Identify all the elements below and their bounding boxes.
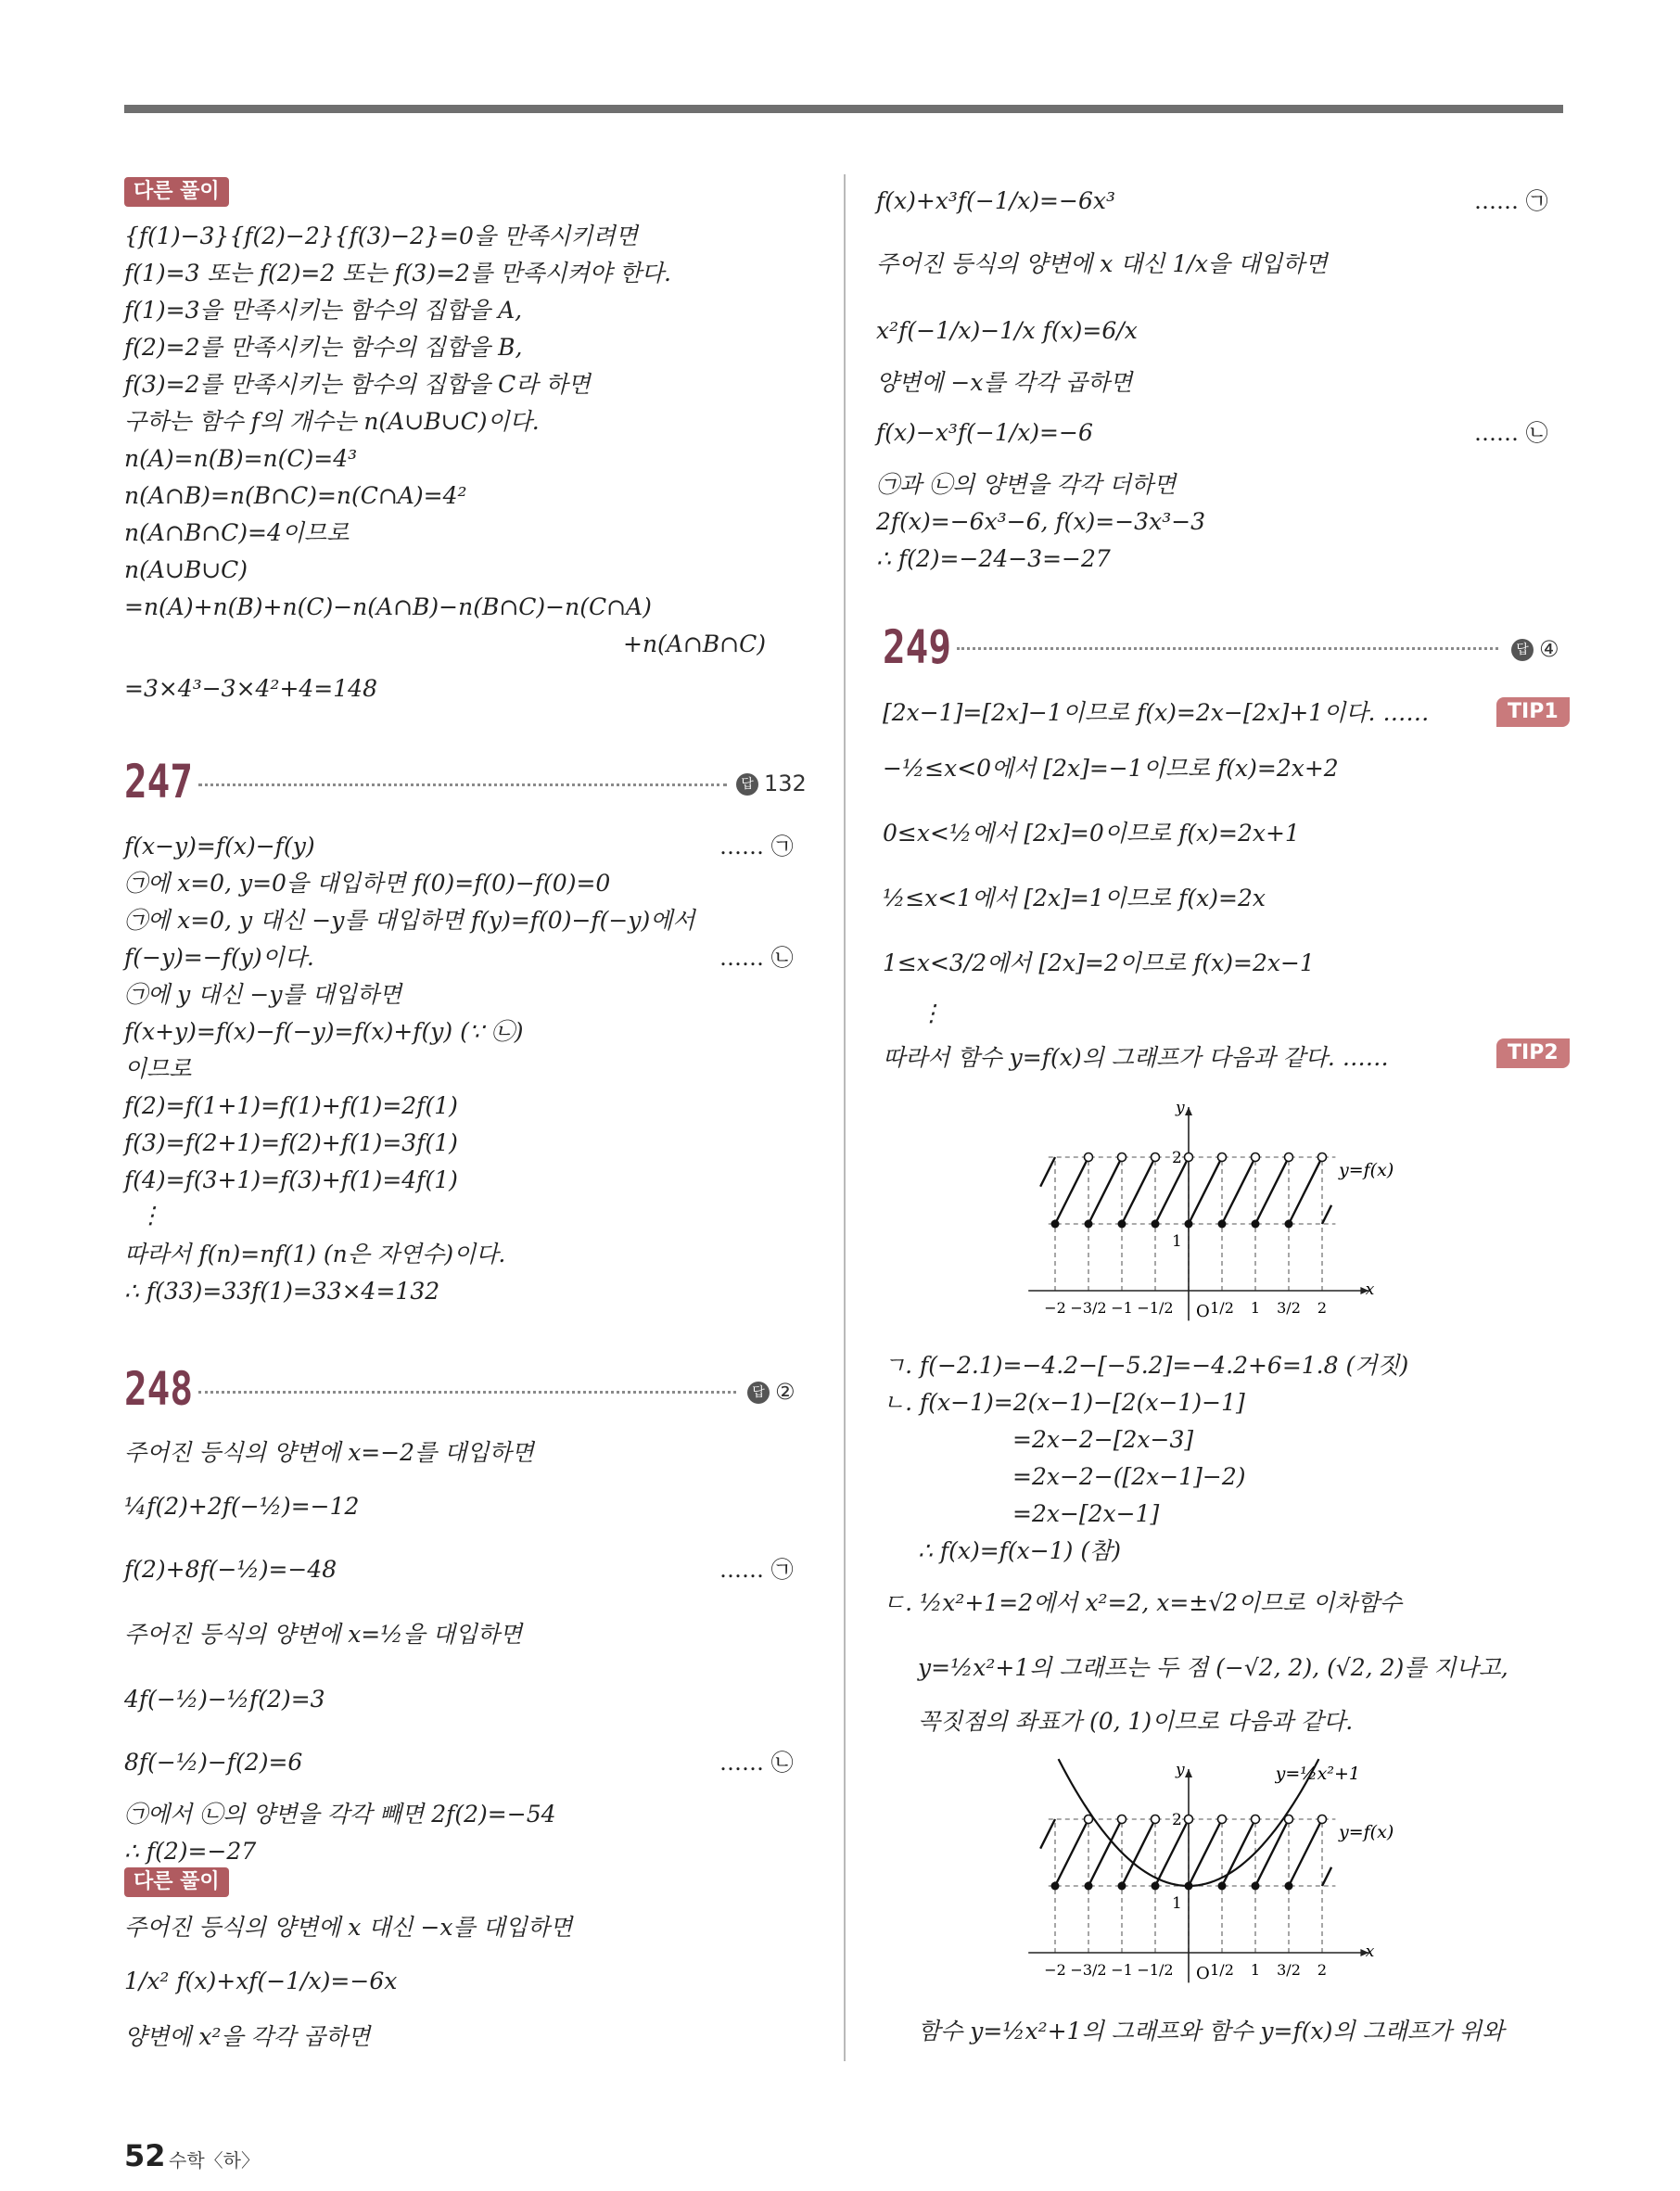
text-line: −½≤x<0에서 [2x]=−1이므로 f(x)=2x+2 (883, 755, 1339, 782)
column-divider (844, 174, 846, 2061)
closed-point (1285, 1220, 1293, 1229)
text-line: f(2)=f(1+1)=f(1)+f(1)=2f(1) (124, 1092, 458, 1119)
closed-point (1152, 1220, 1160, 1229)
open-point (1252, 1815, 1260, 1824)
answer-value: ② (775, 1379, 795, 1405)
text-line: =2x−[2x−1] (1012, 1500, 1160, 1527)
answer-badge: 답 (1511, 639, 1534, 661)
text-line: +n(A∩B∩C) (623, 631, 767, 657)
text-line: ㉠에 x=0, y=0을 대입하면 f(0)=f(0)−f(0)=0 (124, 870, 611, 897)
equation-mark: …… ㉡ (1474, 420, 1548, 446)
y-axis-arrow (1185, 1107, 1192, 1115)
text-line: 2f(x)=−6x³−6, f(x)=−3x³−3 (876, 508, 1206, 535)
text-line: {f(1)−3}{f(2)−2}{f(3)−2}=0을 만족시키려면 (124, 223, 638, 249)
leader-dots (198, 783, 727, 786)
graph-segment (1088, 1819, 1122, 1886)
text-line: [2x−1]=[2x]−1이므로 f(x)=2x−[2x]+1이다. …… (883, 699, 1430, 726)
closed-point (1285, 1882, 1293, 1891)
x-tick-label: 1/2 (1210, 1961, 1234, 1979)
text-line: n(A∩B)=n(B∩C)=n(C∩A)=4² (124, 482, 467, 509)
top-rule (124, 105, 1563, 113)
open-point (1218, 1815, 1227, 1824)
graph-segment (1122, 1157, 1155, 1224)
open-point (1185, 1153, 1193, 1162)
text-line: ∴ f(x)=f(x−1) (참) (918, 1537, 1121, 1564)
text-line: ⋮ (920, 1000, 943, 1026)
graph-segment (1040, 1819, 1055, 1849)
text-line: =n(A)+n(B)+n(C)−n(A∩B)−n(B∩C)−n(C∩A) (124, 593, 652, 620)
x-tick-label: −1 (1111, 1299, 1133, 1317)
graph-segment (1040, 1157, 1055, 1187)
text-line: x²f(−1/x)−1/x f(x)=6/x (876, 317, 1138, 344)
text-line: ㉠에 x=0, y 대신 −y를 대입하면 f(y)=f(0)−f(−y)에서 (124, 907, 695, 934)
x-tick-label: −1/2 (1137, 1961, 1174, 1979)
x-tick-label: −1/2 (1137, 1299, 1174, 1317)
text-line: =2x−2−[2x−3] (1012, 1426, 1194, 1453)
open-point (1118, 1153, 1126, 1162)
answer-value: 132 (764, 771, 807, 796)
text-line: 주어진 등식의 양변에 x 대신 1/x을 대입하면 (876, 250, 1328, 277)
closed-point (1252, 1882, 1260, 1891)
graph-segment (1222, 1157, 1255, 1224)
text-line: 따라서 f(n)=nf(1) (n은 자연수)이다. (124, 1241, 506, 1267)
text-line: 4f(−½)−½f(2)=3 (124, 1686, 325, 1713)
alt-solution-tag: 다른 풀이 (124, 1867, 229, 1897)
x-tick-label: 3/2 (1277, 1299, 1301, 1317)
x-tick-label: −3/2 (1070, 1961, 1107, 1979)
closed-point (1185, 1220, 1193, 1229)
equation-mark: …… ㉡ (719, 945, 794, 971)
closed-point (1218, 1220, 1227, 1229)
text-line: f(4)=f(3+1)=f(3)+f(1)=4f(1) (124, 1166, 458, 1193)
answer-value: ④ (1539, 636, 1559, 662)
text-line: n(A∪B∪C) (124, 556, 248, 583)
text-line: f(−y)=−f(y)이다. (124, 944, 314, 971)
graph-segment (1088, 1157, 1122, 1224)
text-line: ㄷ. ½x²+1=2에서 x²=2, x=±√2이므로 이차함수 (883, 1589, 1403, 1616)
text-line: ½≤x<1에서 [2x]=1이므로 f(x)=2x (883, 885, 1266, 911)
answer (1511, 635, 1559, 663)
graph-segment (1255, 1157, 1289, 1224)
x-tick-label: −2 (1044, 1299, 1066, 1317)
page-number: 52 (124, 2138, 166, 2173)
tip1-badge: TIP1 (1496, 697, 1570, 727)
closed-point (1085, 1882, 1093, 1891)
x-tick-label: 2 (1317, 1299, 1328, 1317)
graph-label: y=f(x) (1339, 1160, 1394, 1181)
closed-point (1085, 1220, 1093, 1229)
text-line: ∴ f(33)=33f(1)=33×4=132 (124, 1278, 440, 1305)
answer (747, 1378, 795, 1406)
x-tick-label: −2 (1044, 1961, 1066, 1979)
x-tick-label: 2 (1317, 1961, 1328, 1979)
answer-badge: 답 (747, 1382, 770, 1404)
graph-segment (1189, 1157, 1222, 1224)
problem-number: 247 (124, 755, 194, 809)
closed-point (1118, 1882, 1126, 1891)
tick-label: 2 (1172, 1811, 1182, 1829)
tip2-badge: TIP2 (1496, 1038, 1570, 1068)
open-point (1252, 1153, 1260, 1162)
text-line: ∴ f(2)=−27 (124, 1838, 257, 1865)
open-point (1118, 1815, 1126, 1824)
text-line: f(3)=f(2+1)=f(2)+f(1)=3f(1) (124, 1129, 458, 1156)
y-axis-arrow (1185, 1769, 1192, 1777)
origin-label: O (1196, 1302, 1210, 1321)
book-title: 수학〈하〉 (169, 2149, 260, 2172)
origin-label: O (1196, 1964, 1210, 1983)
graph-label: y=f(x) (1339, 1822, 1394, 1843)
problem-number: 248 (124, 1362, 194, 1416)
leader-dots (198, 1391, 736, 1394)
graph-segment (1189, 1819, 1222, 1886)
text-line: 1≤x<3/2에서 [2x]=2이므로 f(x)=2x−1 (883, 949, 1315, 976)
text-line: f(3)=2를 만족시키는 함수의 집합을 C라 하면 (124, 371, 591, 398)
equation-mark: …… ㉠ (719, 834, 794, 860)
x-tick-label: −1 (1111, 1961, 1133, 1979)
graph-segment (1289, 1157, 1322, 1224)
answer-badge: 답 (736, 773, 758, 796)
open-point (1318, 1815, 1327, 1824)
text-line: ㄱ. f(−2.1)=−4.2−[−5.2]=−4.2+6=1.8 (거짓) (883, 1352, 1409, 1379)
graph-segment (1322, 1867, 1331, 1886)
text-line: f(1)=3을 만족시키는 함수의 집합을 A, (124, 297, 523, 324)
y-axis-label: y (1176, 1099, 1185, 1118)
equation-mark: …… ㉠ (719, 1557, 794, 1583)
text-line: n(A)=n(B)=n(C)=4³ (124, 445, 358, 472)
text-line: ∴ f(2)=−24−3=−27 (876, 545, 1111, 572)
tick-label: 1 (1172, 1894, 1182, 1913)
open-point (1285, 1153, 1293, 1162)
text-line: f(x−y)=f(x)−f(y) (124, 833, 315, 860)
leader-dots (957, 647, 1498, 650)
text-line: f(2)=2를 만족시키는 함수의 집합을 B, (124, 334, 523, 361)
text-line: f(x)+x³f(−1/x)=−6x³ (876, 187, 1115, 214)
text-line: 구하는 함수 f의 개수는 n(A∪B∪C)이다. (124, 408, 540, 435)
text-line: f(x+y)=f(x)−f(−y)=f(x)+f(y) (∵ ㉡) (124, 1018, 524, 1045)
text-line: n(A∩B∩C)=4이므로 (124, 519, 350, 546)
text-line: y=½x²+1의 그래프는 두 점 (−√2, 2), (√2, 2)를 지나고, (918, 1654, 1508, 1681)
equation-mark: …… ㉡ (719, 1750, 794, 1776)
closed-point (1051, 1882, 1060, 1891)
text-line: ⋮ (139, 1202, 162, 1229)
text-line: 따라서 함수 y=f(x)의 그래프가 다음과 같다. …… (883, 1044, 1389, 1071)
text-line: ㉠에 y 대신 −y를 대입하면 (124, 981, 402, 1008)
open-point (1152, 1153, 1160, 1162)
open-point (1218, 1153, 1227, 1162)
open-point (1185, 1815, 1193, 1824)
graph-segment (1289, 1819, 1322, 1886)
text-line: 8f(−½)−f(2)=6 (124, 1749, 303, 1776)
closed-point (1118, 1220, 1126, 1229)
text-line: 주어진 등식의 양변에 x=−2를 대입하면 (124, 1439, 534, 1466)
text-line: 주어진 등식의 양변에 x=½을 대입하면 (124, 1621, 523, 1648)
closed-point (1218, 1882, 1227, 1891)
x-axis-label: x (1365, 1943, 1375, 1961)
text-line: 주어진 등식의 양변에 x 대신 −x를 대입하면 (124, 1914, 573, 1941)
x-tick-label: 1 (1250, 1961, 1261, 1979)
text-line: 이므로 (124, 1055, 192, 1082)
graph-segment (1255, 1819, 1289, 1886)
closed-point (1152, 1882, 1160, 1891)
answer (736, 770, 807, 797)
tick-label: 1 (1172, 1232, 1182, 1251)
text-line: 1/x² f(x)+xf(−1/x)=−6x (124, 1968, 398, 1994)
open-point (1152, 1815, 1160, 1824)
x-axis-label: x (1365, 1280, 1375, 1299)
text-line: 양변에 x²을 각각 곱하면 (124, 2023, 371, 2050)
sawtooth-parabola-graph (1020, 1747, 1446, 1997)
graph-segment (1322, 1205, 1331, 1224)
closed-point (1051, 1220, 1060, 1229)
text-line: ㉠에서 ㉡의 양변을 각각 빼면 2f(2)=−54 (124, 1801, 556, 1828)
text-line: 꼭짓점의 좌표가 (0, 1)이므로 다음과 같다. (918, 1708, 1354, 1735)
text-line: 양변에 −x를 각각 곱하면 (876, 369, 1133, 396)
text-line: ㉠과 ㉡의 양변을 각각 더하면 (876, 471, 1177, 498)
text-line: 0≤x<½에서 [2x]=0이므로 f(x)=2x+1 (883, 820, 1300, 847)
text-line: =3×4³−3×4²+4=148 (124, 675, 377, 702)
text-line: =2x−2−([2x−1]−2) (1012, 1463, 1246, 1490)
y-axis-label: y (1176, 1761, 1185, 1780)
text-line: ¼f(2)+2f(−½)=−12 (124, 1493, 360, 1520)
graph-segment (1055, 1157, 1088, 1224)
open-point (1318, 1153, 1327, 1162)
text-line: 함수 y=½x²+1의 그래프와 함수 y=f(x)의 그래프가 위와 (918, 2018, 1505, 2045)
graph-segment (1055, 1819, 1088, 1886)
x-tick-label: 3/2 (1277, 1961, 1301, 1979)
x-tick-label: 1/2 (1210, 1299, 1234, 1317)
text-line: f(2)+8f(−½)=−48 (124, 1556, 337, 1583)
x-tick-label: 1 (1250, 1299, 1261, 1317)
text-line: ㄴ. f(x−1)=2(x−1)−[2(x−1)−1] (883, 1389, 1245, 1416)
text-line: f(1)=3 또는 f(2)=2 또는 f(3)=2를 만족시켜야 한다. (124, 260, 671, 287)
problem-number: 249 (883, 620, 952, 674)
alt-solution-tag: 다른 풀이 (124, 177, 229, 207)
sawtooth-graph (1020, 1085, 1446, 1335)
closed-point (1252, 1220, 1260, 1229)
x-tick-label: −3/2 (1070, 1299, 1107, 1317)
open-point (1085, 1153, 1093, 1162)
equation-mark: …… ㉠ (1474, 188, 1548, 214)
tick-label: 2 (1172, 1149, 1182, 1167)
text-line: f(x)−x³f(−1/x)=−6 (876, 419, 1093, 446)
parabola-label: y=½x²+1 (1275, 1763, 1361, 1784)
